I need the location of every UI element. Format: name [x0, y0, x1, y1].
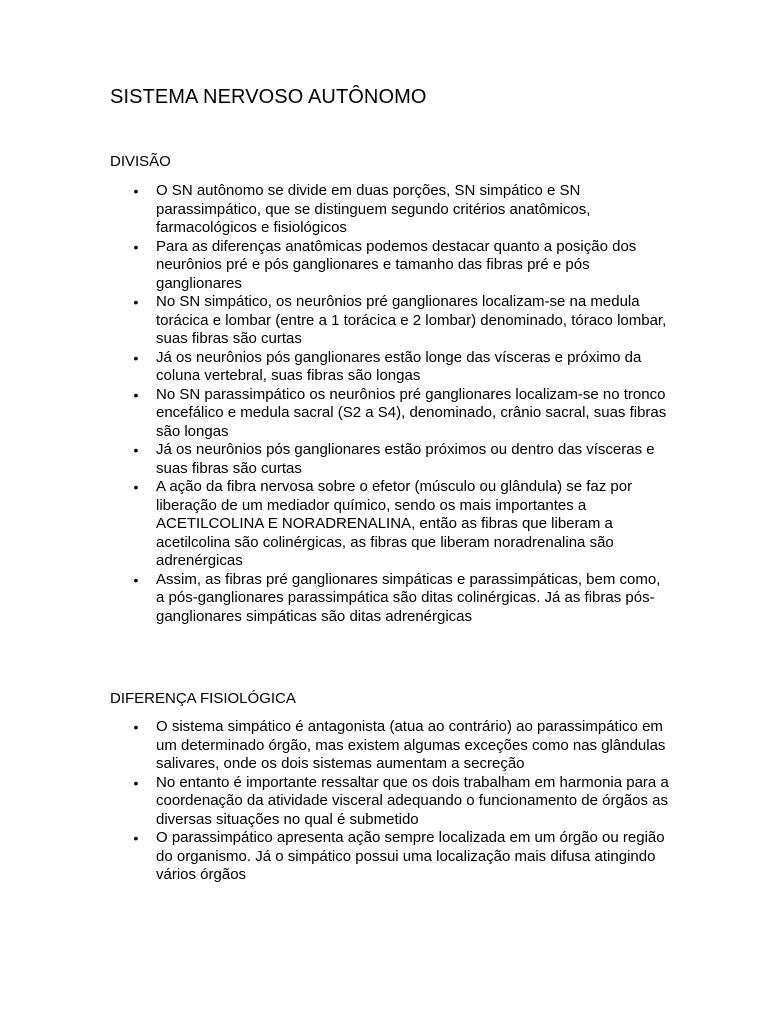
bullet-list-diferenca-fisiologica: [110, 718, 670, 885]
list-item: [110, 774, 670, 830]
bullet-icon: •: [133, 774, 139, 791]
bullet-icon: •: [133, 571, 139, 588]
list-item: [110, 386, 670, 442]
section-heading-divisao: DIVISÃO: [110, 153, 171, 170]
document-title: SISTEMA NERVOSO AUTÔNOMO: [110, 86, 427, 108]
list-item-text: Para as diferenças anatômicas podemos destacar quanto a posição dos neurônios pré e pós ganglionares e tamanho das fibras pré e pós ganglionares: [156, 237, 637, 292]
list-item: [110, 293, 670, 349]
list-item: [110, 718, 670, 774]
list-item: [110, 478, 670, 571]
list-item-text: O SN autônomo se divide em duas porções, SN simpático e SN parassimpático, que se distinguem segundo critérios anatômicos, farmacológicos e fisiológicos: [156, 182, 591, 236]
bullet-icon: •: [133, 719, 139, 735]
bullet-icon: •: [133, 442, 139, 458]
list-item: [110, 349, 670, 386]
list-item: [110, 238, 670, 294]
section-heading-diferenca-fisiologica: DIFERENÇA FISIOLÓGICA: [110, 690, 296, 707]
bullet-icon: •: [133, 183, 139, 199]
bullet-icon: •: [133, 830, 139, 846]
list-item-text: A ação da fibra nervosa sobre o efetor (músculo ou glândula) se faz por liberação de um mediador químico, sendo os mais importantes a ACETILCOLINA E NORADRENALINA, então as fibras que liberam a acetilcolina são colinérgicas, as fibras que liberam noradrenalina são adrenérgicas: [156, 478, 633, 569]
list-item-text: No entanto é importante ressaltar que os dois trabalham em harmonia para a coordenação da atividade visceral adequando o funcionamento de órgãos as diversas situações no qual é submetido: [156, 773, 669, 828]
list-item-text: O parassimpático apresenta ação sempre localizada em um órgão ou região do organismo. Já o simpático possui uma localização mais difusa atingindo vários órgãos: [156, 829, 665, 883]
list-item-text: Assim, as fibras pré ganglionares simpáticas e parassimpáticas, bem como, a pós-ganglionares parassimpática são ditas colinérgicas. Já as fibras pós-ganglionares simpáticas são ditas adrenérgicas: [156, 570, 661, 625]
bullet-icon: •: [133, 349, 139, 366]
list-item: [110, 571, 670, 627]
list-item: [110, 182, 670, 238]
bullet-icon: •: [133, 479, 139, 495]
list-item-text: No SN simpático, os neurônios pré ganglionares localizam-se na medula torácica e lombar (entre a 1 torácica e 2 lombar) denominado, tóraco lombar, suas fibras são curtas: [156, 293, 667, 347]
bullet-icon: •: [133, 386, 139, 403]
bullet-icon: •: [133, 294, 139, 310]
list-item-text: O sistema simpático é antagonista (atua ao contrário) ao parassimpático em um determinado órgão, mas existem algumas exceções como nas glândulas salivares, onde os dois sistemas aumentam a secreção: [156, 718, 666, 772]
list-item: [110, 829, 670, 885]
list-item-text: Já os neurônios pós ganglionares estão longe das vísceras e próximo da coluna vertebral, suas fibras são longas: [156, 348, 642, 384]
list-item-text: Já os neurônios pós ganglionares estão próximos ou dentro das vísceras e suas fibras são curtas: [156, 441, 655, 477]
list-item: [110, 441, 670, 478]
list-item-text: No SN parassimpático os neurônios pré ganglionares localizam-se no tronco encefálico e medula sacral (S2 a S4), denominado, crânio sacral, suas fibras são longas: [156, 385, 667, 440]
bullet-icon: •: [133, 238, 139, 255]
bullet-list-divisao: [110, 182, 670, 626]
